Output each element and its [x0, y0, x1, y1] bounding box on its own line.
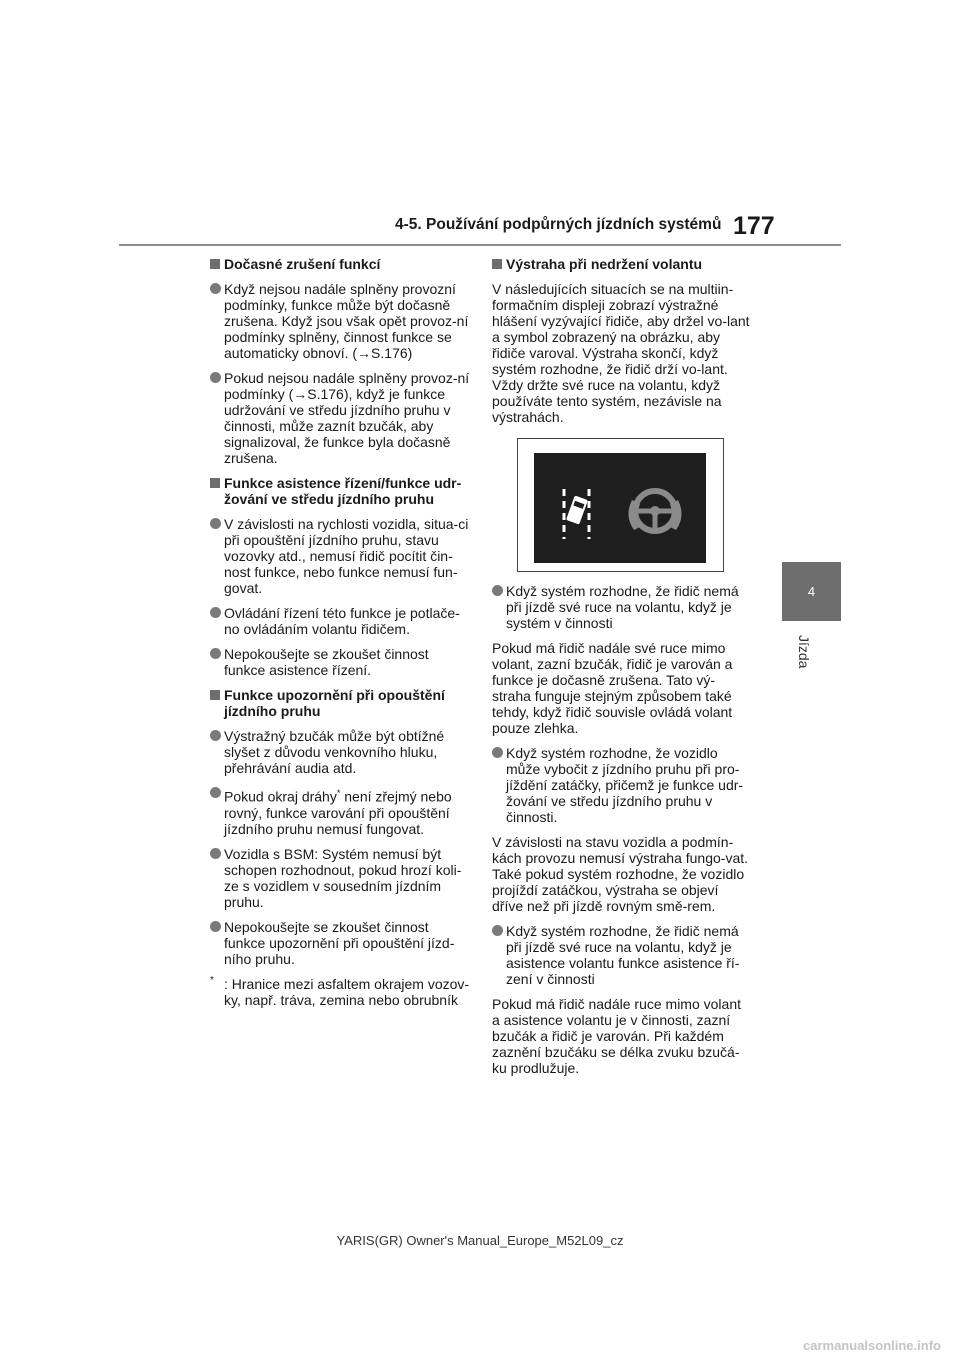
bullet-item: Když nejsou nadále splněny provozní podmínky, funkce může být dočasně zrušena. Když jsou však opět provoz-ní podmínky splněny, činnost funkce se automaticky obnoví. (→S.176): [210, 281, 470, 361]
section-heading: Dočasné zrušení funkcí: [210, 256, 470, 272]
bullet-item: Ovládání řízení této funkce je potlače-no ovládáním volantu řidičem.: [210, 605, 470, 637]
bullet-item: Vozidla s BSM: Systém nemusí být schopen rozhodnout, pokud hrozí koli-ze s vozidlem v sousedním jízdním pruhu.: [210, 846, 470, 910]
manual-footer: YARIS(GR) Owner's Manual_Europe_M52L09_cz: [336, 1233, 624, 1248]
warning-figure: [517, 438, 724, 572]
paragraph: Pokud má řidič nadále své ruce mimo volant, zazní bzučák, řidič je varován a funkce je dočasně zrušena. Tato vý-straha funguje stejným způsobem také tehdy, když řidič souvisle ovládá volant pouze zlehka.: [492, 640, 733, 736]
page-number: 177: [733, 212, 775, 240]
bullet-text: není zřejmý nebo rovný, funkce varování při opouštění jízdního pruhu nemusí fungovat.: [224, 788, 452, 837]
section-heading: Výstraha při nedržení volantu: [492, 256, 752, 272]
bullet-item: Výstražný bzučák může být obtížné slyšet z důvodu venkovního hluku, přehrávání audia atd.: [210, 728, 470, 776]
paragraph: Pokud má řidič nadále ruce mimo volant a asistence volantu je v činnosti, zazní bzučák a řidič je varován. Při každém zaznění bzučáku se délka zvuku bzučá-ku prodlužuje.: [492, 996, 742, 1076]
footnote: [210, 976, 470, 1008]
right-column: [492, 256, 752, 1085]
bullet-item: Nepokoušejte se zkoušet činnost funkce upozornění při opouštění jízd-ního pruhu.: [210, 919, 470, 967]
section-heading: Funkce asistence řízení/funkce udr-žování ve středu jízdního pruhu: [210, 475, 470, 507]
left-column: [210, 256, 470, 1008]
paragraph: V následujících situacích se na multiin-formačním displeji zobrazí výstražné hlášení vyzývající řidiče, aby držel vo-lant a symbol zobrazený na obrázku, aby řidiče varoval. Výstraha skončí, když systém rozhodne, že řidič drží vo-lant. Vždy držte své ruce na volantu, když používáte tento systém, nezávisle na výstrahách.: [492, 281, 750, 425]
footnote-text: : Hranice mezi asfaltem okrajem vozov-ky, např. tráva, zemina nebo obrubník: [224, 975, 470, 1008]
section-heading: Funkce upozornění při opouštění jízdního pruhu: [210, 687, 470, 719]
bullet-item: [210, 785, 470, 837]
chapter-label: Jízda: [796, 635, 812, 669]
footnote-mark: *: [210, 974, 214, 986]
steering-hands-icon: [628, 491, 681, 531]
display-illustration: [534, 453, 706, 563]
watermark: carmanualsonline.info: [803, 1338, 941, 1353]
display-screen: [534, 453, 706, 563]
bullet-item: V závislosti na rychlosti vozidla, situa-ci při opouštění jízdního pruhu, stavu vozovky atd., nemusí řidič pocítit čin-nost funkce, nebo funkce nemusí fun-govat.: [210, 516, 470, 596]
section-title: 4-5. Používání podpůrných jízdních systémů: [395, 216, 722, 233]
bullet-item: Když systém rozhodne, že řidič nemá při jízdě své ruce na volantu, když je asistence volantu funkce asistence ří-zení v činnosti: [492, 923, 752, 987]
bullet-item: Když systém rozhodne, že řidič nemá při jízdě své ruce na volantu, když je systém v činnosti: [492, 583, 752, 631]
bullet-item: Když systém rozhodne, že vozidlo může vybočit z jízdního pruhu při pro-jíždění zatáčky, přičemž je funkce udr-žování ve středu jízdního pruhu v činnosti.: [492, 745, 752, 825]
header-divider: [119, 244, 841, 246]
paragraph: V závislosti na stavu vozidla a podmín-kách provozu nemusí výstraha fungo-vat. Také pokud systém rozhodne, že vozidlo projíždí zatáčkou, výstraha se objeví dříve než při jízdě rovným smě-rem.: [492, 834, 749, 914]
bullet-text: Pokud okraj dráhy: [224, 788, 337, 805]
bullet-item: Nepokoušejte se zkoušet činnost funkce asistence řízení.: [210, 646, 470, 678]
chapter-tab: [782, 562, 841, 621]
footnote-ref: *: [336, 788, 341, 798]
lane-keep-icon: [564, 489, 589, 539]
bullet-item: Pokud nejsou nadále splněny provoz-ní podmínky (→S.176), když je funkce udržování ve středu jízdního pruhu v činnosti, může zaznít bzučák, aby signalizoval, že funkce byla dočasně zrušena.: [210, 370, 470, 466]
chapter-number: 4: [807, 584, 816, 599]
